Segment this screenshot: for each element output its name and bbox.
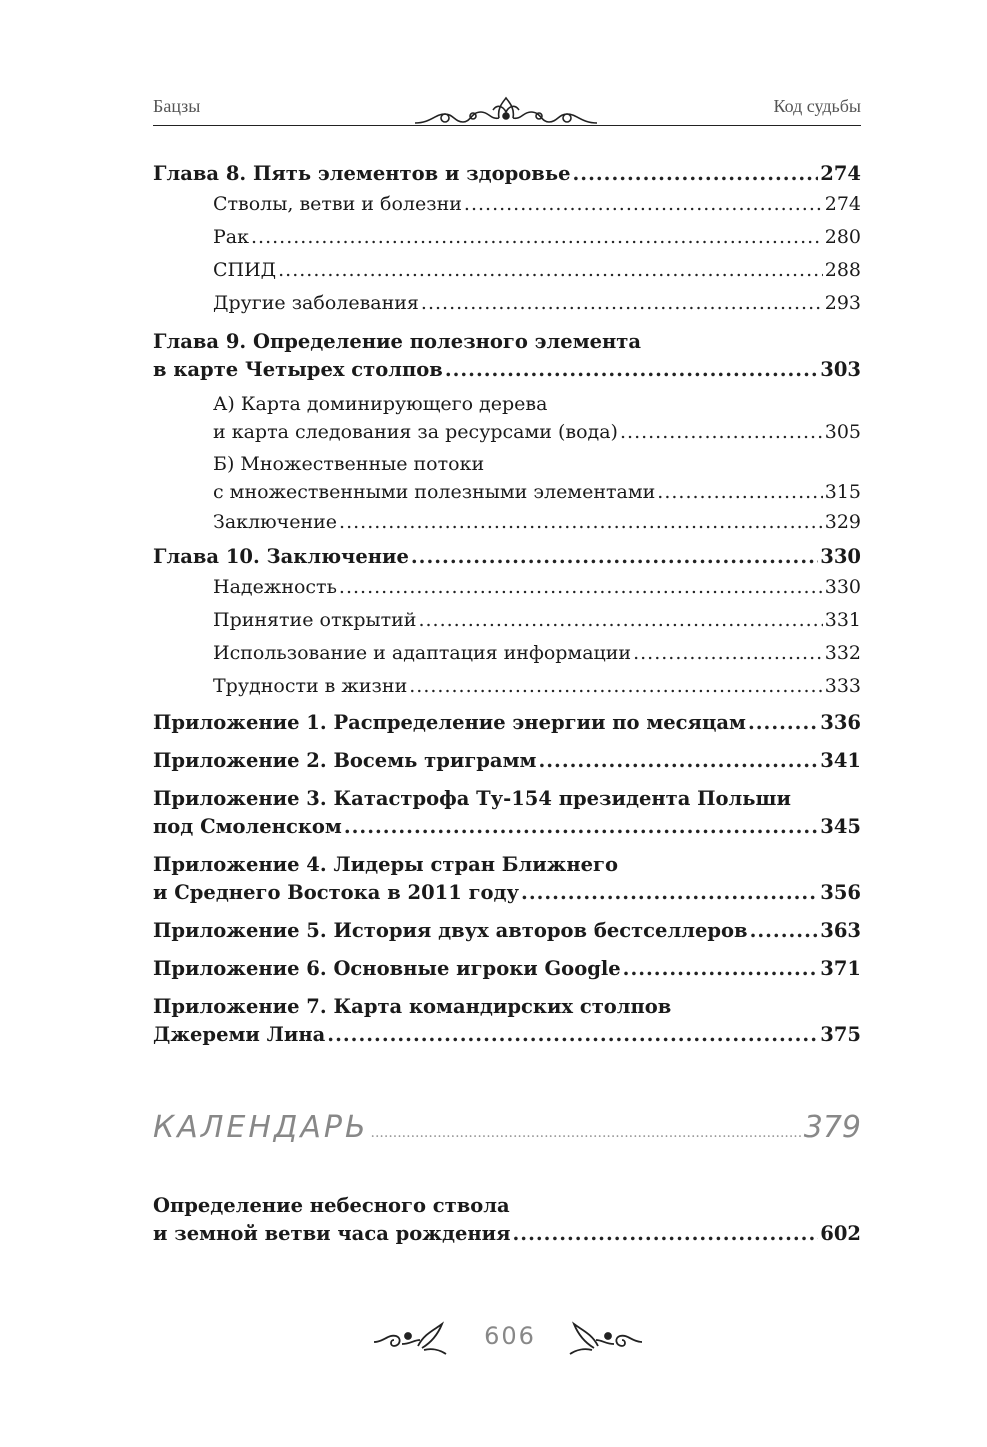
- leader-dots: [278, 254, 823, 287]
- toc-entry-9b[interactable]: [153, 450, 861, 506]
- toc-chapter-10[interactable]: [153, 543, 861, 571]
- leader-dots: [620, 418, 823, 446]
- toc-label-line1: Приложение 4. Лидеры стран Ближнего: [153, 853, 619, 876]
- toc-entry[interactable]: [153, 637, 861, 670]
- leader-dots: [251, 221, 823, 254]
- toc-label: Надежность: [213, 576, 337, 598]
- toc-entry[interactable]: [153, 506, 861, 539]
- table-of-contents: [153, 160, 861, 1049]
- toc-label-line1: Определение небесного ствола: [153, 1194, 510, 1217]
- leader-dots: [421, 287, 823, 320]
- toc-page: 274: [824, 193, 861, 215]
- toc-page: 305: [824, 421, 861, 443]
- toc-label-line1: Приложение 7. Карта командирских столпов: [153, 995, 672, 1018]
- toc-label: Принятие открытий: [213, 609, 417, 631]
- toc-page: 331: [824, 609, 861, 631]
- toc-label: Приложение 2. Восемь триграмм: [153, 749, 537, 772]
- leader-dots: [327, 1021, 818, 1049]
- toc-label: Заключение: [213, 511, 338, 533]
- leader-dots: [445, 356, 818, 384]
- toc-label: Использование и адаптация информации: [213, 642, 632, 664]
- toc-entry[interactable]: [153, 670, 861, 703]
- toc-chapter-8[interactable]: [153, 160, 861, 188]
- toc-label-line2: под Смоленском: [153, 815, 342, 838]
- toc-label-line1: Приложение 3. Катастрофа Ту-154 президента Польши: [153, 787, 791, 810]
- toc-entry[interactable]: [153, 604, 861, 637]
- toc-appendix-6[interactable]: [153, 955, 861, 983]
- leader-dots: [657, 478, 822, 506]
- leader-dots: [339, 571, 823, 604]
- toc-label: Приложение 5. История двух авторов бестселлеров: [153, 919, 748, 942]
- page-footer: [372, 1318, 644, 1358]
- toc-page: 375: [820, 1023, 861, 1046]
- toc-label-line2: и земной ветви часа рождения: [153, 1222, 511, 1245]
- toc-entry[interactable]: [153, 221, 861, 254]
- leader-dots: [409, 670, 822, 703]
- toc-label: СПИД: [213, 259, 277, 281]
- toc-label: Глава 10. Заключение: [153, 545, 409, 568]
- toc-label-line1: Б) Множественные потоки: [213, 453, 485, 475]
- toc-birth-hour-entry[interactable]: [153, 1192, 861, 1248]
- floral-ornament-left-icon: [372, 1320, 450, 1356]
- toc-page: 333: [824, 675, 861, 697]
- toc-page: 371: [820, 957, 861, 980]
- toc-calendar-section[interactable]: [153, 1110, 861, 1145]
- leader-dots: [411, 543, 818, 571]
- header-section-title: Код судьбы: [773, 96, 861, 116]
- toc-page: 345: [820, 815, 861, 838]
- toc-page: 330: [820, 545, 861, 568]
- leader-dots: [633, 637, 823, 670]
- running-header: [153, 92, 861, 128]
- toc-label-line2: и Среднего Востока в 2011 году: [153, 881, 520, 904]
- toc-label-line2: с множественными полезными элементами: [213, 481, 656, 503]
- toc-entry-9a[interactable]: [153, 390, 861, 446]
- toc-page: 329: [824, 511, 861, 533]
- toc-entry[interactable]: [153, 571, 861, 604]
- toc-label: Другие заболевания: [213, 292, 419, 314]
- toc-appendix-5[interactable]: [153, 917, 861, 945]
- calendar-page: 379: [803, 1110, 861, 1145]
- toc-label: Приложение 6. Основные игроки Google: [153, 957, 621, 980]
- toc-label: Приложение 1. Распределение энергии по месяцам: [153, 711, 746, 734]
- toc-page: 336: [820, 711, 861, 734]
- leader-dots: [339, 506, 823, 539]
- toc-entry[interactable]: [153, 287, 861, 320]
- leader-dots: [623, 955, 819, 983]
- toc-label-line1: А) Карта доминирующего дерева: [213, 393, 548, 415]
- toc-page: 602: [820, 1222, 861, 1245]
- toc-page: 280: [824, 226, 861, 248]
- floral-ornament-right-icon: [566, 1320, 644, 1356]
- header-book-title: Бацзы: [153, 96, 201, 116]
- toc-chapter-9[interactable]: [153, 328, 861, 384]
- leader-dots: [418, 604, 822, 637]
- toc-appendix-1[interactable]: [153, 709, 861, 737]
- toc-page: 356: [820, 881, 861, 904]
- leader-dots: [344, 813, 818, 841]
- toc-page: 341: [820, 749, 861, 772]
- toc-entry[interactable]: [153, 188, 861, 221]
- toc-appendix-4[interactable]: [153, 851, 861, 907]
- toc-page: 332: [824, 642, 861, 664]
- toc-label: Глава 8. Пять элементов и здоровье: [153, 162, 571, 185]
- scroll-ornament-icon: [411, 92, 601, 128]
- leader-dots: [538, 747, 818, 775]
- toc-page: 315: [824, 481, 861, 503]
- leader-dots: [371, 1125, 802, 1141]
- toc-page: 274: [820, 162, 861, 185]
- header-rule: [153, 125, 861, 126]
- toc-entry[interactable]: [153, 254, 861, 287]
- toc-label-line2: в карте Четырех столпов: [153, 358, 443, 381]
- calendar-heading: КАЛЕНДАРЬ: [153, 1110, 369, 1145]
- toc-appendix-7[interactable]: [153, 993, 861, 1049]
- toc-label: Стволы, ветви и болезни: [213, 193, 462, 215]
- toc-appendix-2[interactable]: [153, 747, 861, 775]
- leader-dots: [464, 188, 823, 221]
- toc-label-line1: Глава 9. Определение полезного элемента: [153, 330, 642, 353]
- page-number: 606: [484, 1322, 536, 1350]
- toc-label-line2: Джереми Лина: [153, 1023, 326, 1046]
- leader-dots: [748, 709, 818, 737]
- leader-dots: [573, 160, 819, 188]
- leader-dots: [521, 879, 818, 907]
- toc-label: Рак: [213, 226, 249, 248]
- toc-page: 293: [824, 292, 861, 314]
- leader-dots: [750, 917, 819, 945]
- toc-page: 330: [824, 576, 861, 598]
- toc-label: Трудности в жизни: [213, 675, 408, 697]
- toc-appendix-3[interactable]: [153, 785, 861, 841]
- toc-page: 363: [820, 919, 861, 942]
- leader-dots: [513, 1220, 819, 1248]
- toc-page: 303: [820, 358, 861, 381]
- toc-label-line2: и карта следования за ресурсами (вода): [213, 421, 618, 443]
- toc-page: 288: [824, 259, 861, 281]
